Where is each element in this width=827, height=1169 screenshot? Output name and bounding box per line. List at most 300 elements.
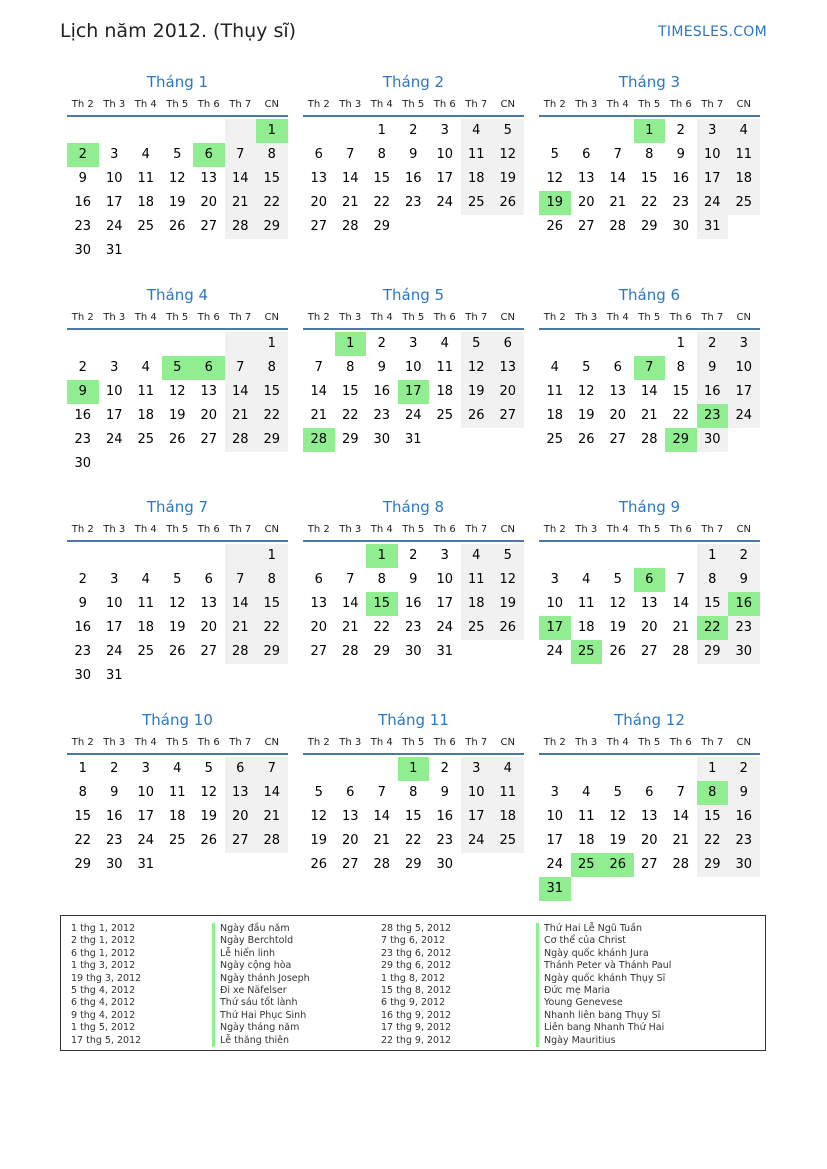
day-cell: 27 bbox=[341, 857, 359, 872]
day-grid bbox=[67, 757, 288, 877]
day-cell: 26 bbox=[168, 432, 186, 447]
day-cell: 20 bbox=[225, 805, 257, 829]
weekday-label: Th 5 bbox=[638, 524, 661, 535]
day-cell: 10 bbox=[461, 781, 493, 805]
weekday-label: Th 4 bbox=[606, 524, 629, 535]
empty-day bbox=[130, 332, 162, 356]
day-cell: 4 bbox=[173, 761, 182, 776]
day-cell: 25 bbox=[571, 640, 603, 664]
day-cell: 11 bbox=[577, 809, 595, 824]
day-cell: 6 bbox=[314, 572, 323, 587]
weekday-label: Th 2 bbox=[71, 737, 94, 748]
day-cell: 19 bbox=[492, 592, 524, 616]
day-cell: 27 bbox=[640, 644, 658, 659]
weekday-header bbox=[67, 99, 288, 117]
holiday-date: 29 thg 6, 2012 bbox=[381, 960, 452, 972]
weekday-label: Th 5 bbox=[166, 737, 189, 748]
weekday-header bbox=[539, 312, 760, 330]
weekday-header bbox=[303, 524, 524, 542]
day-cell: 6 bbox=[634, 568, 666, 592]
weekday-label: Th 2 bbox=[543, 312, 566, 323]
weekday-header bbox=[303, 312, 524, 330]
day-cell: 15 bbox=[697, 805, 729, 829]
day-cell: 11 bbox=[492, 781, 524, 805]
holiday-date: 17 thg 9, 2012 bbox=[381, 1022, 452, 1034]
day-cell: 4 bbox=[141, 572, 150, 587]
day-cell: 7 bbox=[613, 147, 622, 162]
day-cell: 25 bbox=[492, 829, 524, 853]
day-cell: 17 bbox=[461, 805, 493, 829]
day-cell: 21 bbox=[256, 805, 288, 829]
day-cell: 22 bbox=[341, 408, 359, 423]
weekday-label: Th 7 bbox=[701, 524, 724, 535]
weekday-label: Th 6 bbox=[669, 524, 692, 535]
day-grid bbox=[67, 119, 288, 263]
day-cell: 8 bbox=[377, 572, 386, 587]
weekday-label: Th 7 bbox=[701, 99, 724, 110]
day-cell: 20 bbox=[200, 195, 218, 210]
day-cell: 25 bbox=[461, 616, 493, 640]
day-cell: 8 bbox=[645, 147, 654, 162]
empty-day bbox=[162, 119, 194, 143]
day-cell: 2 bbox=[697, 332, 729, 356]
empty-day bbox=[193, 119, 225, 143]
day-cell: 19 bbox=[168, 408, 186, 423]
day-cell: 10 bbox=[105, 171, 123, 186]
day-cell: 15 bbox=[640, 171, 658, 186]
day-cell: 20 bbox=[492, 380, 524, 404]
weekday-label: Th 4 bbox=[606, 312, 629, 323]
empty-day bbox=[99, 332, 131, 356]
weekday-label: Th 5 bbox=[638, 99, 661, 110]
day-cell: 8 bbox=[256, 568, 288, 592]
day-cell: 29 bbox=[665, 428, 697, 452]
day-cell: 28 bbox=[256, 829, 288, 853]
day-cell: 21 bbox=[672, 620, 690, 635]
day-cell: 6 bbox=[193, 356, 225, 380]
day-cell: 17 bbox=[539, 616, 571, 640]
day-cell: 25 bbox=[461, 191, 493, 215]
site-name[interactable]: TIMESLES.COM bbox=[658, 24, 767, 40]
day-cell: 31 bbox=[436, 644, 454, 659]
day-cell: 27 bbox=[609, 432, 627, 447]
day-grid bbox=[303, 544, 524, 664]
day-cell: 13 bbox=[640, 596, 658, 611]
holiday-date: 7 thg 6, 2012 bbox=[381, 935, 446, 947]
weekday-label: Th 3 bbox=[339, 312, 362, 323]
month-7 bbox=[67, 497, 288, 688]
day-cell: 13 bbox=[609, 384, 627, 399]
holiday-date: 6 thg 4, 2012 bbox=[71, 997, 136, 1009]
day-cell: 1 bbox=[634, 119, 666, 143]
month-1 bbox=[67, 72, 288, 263]
holiday-name: Ngày cộng hòa bbox=[212, 960, 310, 972]
day-cell: 15 bbox=[366, 592, 398, 616]
day-cell: 20 bbox=[341, 833, 359, 848]
day-cell: 5 bbox=[613, 785, 622, 800]
day-cell: 3 bbox=[409, 336, 418, 351]
day-cell: 16 bbox=[728, 805, 760, 829]
day-cell: 18 bbox=[492, 805, 524, 829]
holiday-name: Young Genevese bbox=[536, 997, 671, 1009]
day-cell: 10 bbox=[728, 356, 760, 380]
day-cell: 21 bbox=[225, 616, 257, 640]
day-cell: 28 bbox=[672, 857, 690, 872]
day-cell: 14 bbox=[310, 384, 328, 399]
day-cell: 16 bbox=[728, 592, 760, 616]
empty-day bbox=[634, 544, 666, 568]
day-cell: 11 bbox=[577, 596, 595, 611]
day-cell: 26 bbox=[492, 616, 524, 640]
day-cell: 13 bbox=[225, 781, 257, 805]
day-cell: 4 bbox=[141, 360, 150, 375]
day-cell: 22 bbox=[373, 195, 391, 210]
weekday-label: CN bbox=[736, 312, 751, 323]
holiday-name: Thứ Hai Lễ Ngũ Tuần bbox=[536, 923, 671, 935]
weekday-label: Th 7 bbox=[229, 99, 252, 110]
weekday-label: Th 5 bbox=[402, 312, 425, 323]
day-cell: 12 bbox=[168, 171, 186, 186]
day-cell: 29 bbox=[256, 215, 288, 239]
weekday-label: Th 6 bbox=[669, 312, 692, 323]
empty-day bbox=[130, 544, 162, 568]
day-cell: 3 bbox=[110, 572, 119, 587]
day-cell: 1 bbox=[697, 757, 729, 781]
day-cell: 11 bbox=[168, 785, 186, 800]
holiday-name: Ngày đầu năm bbox=[212, 923, 310, 935]
day-cell: 7 bbox=[225, 568, 257, 592]
day-cell: 20 bbox=[310, 195, 328, 210]
day-cell: 1 bbox=[256, 119, 288, 143]
day-cell: 14 bbox=[373, 809, 391, 824]
day-cell: 15 bbox=[697, 592, 729, 616]
day-cell: 19 bbox=[168, 195, 186, 210]
day-cell: 9 bbox=[728, 781, 760, 805]
day-cell: 26 bbox=[492, 191, 524, 215]
day-cell: 27 bbox=[310, 644, 328, 659]
day-cell: 4 bbox=[461, 119, 493, 143]
empty-day bbox=[130, 119, 162, 143]
empty-day bbox=[303, 119, 335, 143]
weekday-label: Th 3 bbox=[339, 524, 362, 535]
day-cell: 29 bbox=[697, 853, 729, 877]
holiday-date: 1 thg 5, 2012 bbox=[71, 1022, 136, 1034]
day-cell: 7 bbox=[346, 147, 355, 162]
day-cell: 22 bbox=[256, 404, 288, 428]
weekday-label: Th 2 bbox=[543, 99, 566, 110]
holiday-date: 17 thg 5, 2012 bbox=[71, 1034, 142, 1046]
weekday-label: Th 6 bbox=[433, 524, 456, 535]
day-cell: 2 bbox=[728, 544, 760, 568]
empty-day bbox=[99, 119, 131, 143]
day-cell: 22 bbox=[697, 829, 729, 853]
day-cell: 28 bbox=[373, 857, 391, 872]
empty-day bbox=[539, 119, 571, 143]
day-cell: 11 bbox=[461, 568, 493, 592]
day-cell: 12 bbox=[168, 384, 186, 399]
day-grid bbox=[539, 119, 760, 239]
empty-day bbox=[665, 757, 697, 781]
weekday-label: Th 5 bbox=[166, 524, 189, 535]
weekday-label: Th 3 bbox=[575, 99, 598, 110]
month-12 bbox=[539, 710, 760, 901]
day-cell: 13 bbox=[577, 171, 595, 186]
weekday-label: Th 7 bbox=[465, 99, 488, 110]
day-cell: 13 bbox=[310, 171, 328, 186]
day-cell: 21 bbox=[341, 620, 359, 635]
weekday-header bbox=[303, 737, 524, 755]
day-cell: 9 bbox=[697, 356, 729, 380]
empty-day bbox=[571, 119, 603, 143]
day-cell: 17 bbox=[697, 167, 729, 191]
day-cell: 11 bbox=[461, 143, 493, 167]
weekday-label: Th 3 bbox=[575, 524, 598, 535]
day-cell: 17 bbox=[105, 195, 123, 210]
weekday-label: Th 4 bbox=[134, 737, 157, 748]
weekday-header bbox=[539, 524, 760, 542]
empty-day bbox=[602, 119, 634, 143]
day-cell: 4 bbox=[582, 785, 591, 800]
day-cell: 31 bbox=[105, 243, 123, 258]
empty-day bbox=[539, 757, 571, 781]
day-cell: 9 bbox=[676, 147, 685, 162]
day-cell: 23 bbox=[436, 833, 454, 848]
day-cell: 18 bbox=[728, 167, 760, 191]
day-cell: 22 bbox=[74, 833, 92, 848]
day-cell: 2 bbox=[409, 123, 418, 138]
day-cell: 18 bbox=[461, 592, 493, 616]
day-cell: 14 bbox=[225, 380, 257, 404]
day-cell: 9 bbox=[409, 147, 418, 162]
weekday-label: Th 2 bbox=[71, 99, 94, 110]
day-cell: 14 bbox=[256, 781, 288, 805]
day-cell: 9 bbox=[110, 785, 119, 800]
day-cell: 19 bbox=[461, 380, 493, 404]
empty-day bbox=[162, 544, 194, 568]
weekday-label: Th 3 bbox=[575, 737, 598, 748]
weekday-label: Th 2 bbox=[307, 737, 330, 748]
empty-day bbox=[634, 332, 666, 356]
holiday-name: Liên bang Nhanh Thứ Hai bbox=[536, 1022, 671, 1034]
weekday-label: Th 2 bbox=[71, 524, 94, 535]
day-cell: 4 bbox=[141, 147, 150, 162]
day-cell: 5 bbox=[582, 360, 591, 375]
day-cell: 2 bbox=[67, 143, 99, 167]
day-cell: 14 bbox=[225, 592, 257, 616]
empty-day bbox=[602, 332, 634, 356]
day-cell: 21 bbox=[225, 191, 257, 215]
month-name: Tháng 7 bbox=[146, 498, 209, 516]
day-cell: 6 bbox=[613, 360, 622, 375]
day-cell: 18 bbox=[546, 408, 564, 423]
day-cell: 10 bbox=[546, 596, 564, 611]
day-cell: 23 bbox=[74, 432, 92, 447]
day-cell: 5 bbox=[204, 761, 213, 776]
weekday-label: Th 7 bbox=[465, 737, 488, 748]
weekday-label: Th 2 bbox=[307, 312, 330, 323]
weekday-label: Th 6 bbox=[433, 99, 456, 110]
day-cell: 31 bbox=[404, 432, 422, 447]
day-cell: 21 bbox=[225, 404, 257, 428]
day-cell: 22 bbox=[256, 616, 288, 640]
holiday-date: 5 thg 4, 2012 bbox=[71, 984, 136, 996]
holiday-date: 22 thg 9, 2012 bbox=[381, 1034, 452, 1046]
day-cell: 28 bbox=[225, 215, 257, 239]
day-cell: 27 bbox=[200, 432, 218, 447]
day-cell: 9 bbox=[67, 380, 99, 404]
holiday-name: Cơ thể của Christ bbox=[536, 935, 671, 947]
month-name: Tháng 8 bbox=[382, 498, 445, 516]
day-cell: 7 bbox=[676, 785, 685, 800]
day-cell: 14 bbox=[225, 167, 257, 191]
month-name: Tháng 1 bbox=[146, 73, 209, 91]
weekday-label: Th 4 bbox=[606, 99, 629, 110]
day-cell: 24 bbox=[546, 857, 564, 872]
holiday-name: Nhanh liên bang Thụy Sĩ bbox=[536, 1010, 671, 1022]
weekday-header bbox=[539, 737, 760, 755]
day-cell: 17 bbox=[728, 380, 760, 404]
day-cell: 14 bbox=[640, 384, 658, 399]
day-grid bbox=[539, 544, 760, 664]
day-cell: 26 bbox=[200, 833, 218, 848]
day-cell: 11 bbox=[137, 596, 155, 611]
holiday-name: Thánh Peter và Thánh Paul bbox=[536, 960, 671, 972]
day-cell: 1 bbox=[256, 332, 288, 356]
day-cell: 7 bbox=[225, 356, 257, 380]
day-cell: 27 bbox=[200, 644, 218, 659]
day-cell: 22 bbox=[256, 191, 288, 215]
day-cell: 3 bbox=[728, 332, 760, 356]
day-cell: 20 bbox=[577, 195, 595, 210]
holiday-date: 28 thg 5, 2012 bbox=[381, 923, 452, 934]
day-cell: 20 bbox=[640, 833, 658, 848]
empty-day bbox=[225, 119, 257, 143]
weekday-label: CN bbox=[264, 99, 279, 110]
empty-day bbox=[602, 544, 634, 568]
day-cell: 24 bbox=[105, 432, 123, 447]
day-cell: 12 bbox=[609, 596, 627, 611]
weekday-label: Th 7 bbox=[229, 524, 252, 535]
holiday-name: Ngày thánh Joseph bbox=[212, 973, 310, 985]
day-cell: 4 bbox=[461, 544, 493, 568]
weekday-label: Th 7 bbox=[465, 524, 488, 535]
day-cell: 14 bbox=[341, 171, 359, 186]
day-cell: 22 bbox=[672, 408, 690, 423]
day-cell: 29 bbox=[373, 644, 391, 659]
day-cell: 24 bbox=[461, 829, 493, 853]
day-cell: 16 bbox=[373, 384, 391, 399]
day-cell: 30 bbox=[672, 219, 690, 234]
day-cell: 27 bbox=[310, 219, 328, 234]
day-cell: 12 bbox=[492, 568, 524, 592]
day-cell: 18 bbox=[137, 195, 155, 210]
day-cell: 19 bbox=[577, 408, 595, 423]
weekday-label: Th 7 bbox=[701, 312, 724, 323]
day-cell: 30 bbox=[105, 857, 123, 872]
day-cell: 2 bbox=[440, 761, 449, 776]
day-cell: 7 bbox=[676, 572, 685, 587]
day-cell: 12 bbox=[492, 143, 524, 167]
day-cell: 29 bbox=[74, 857, 92, 872]
day-cell: 6 bbox=[346, 785, 355, 800]
day-cell: 21 bbox=[672, 833, 690, 848]
day-cell: 8 bbox=[697, 781, 729, 805]
day-cell: 23 bbox=[728, 829, 760, 853]
holiday-name: Ngày quốc khánh Jura bbox=[536, 948, 671, 960]
day-cell: 21 bbox=[341, 195, 359, 210]
month-name: Tháng 2 bbox=[382, 73, 445, 91]
day-cell: 16 bbox=[105, 809, 123, 824]
day-cell: 26 bbox=[577, 432, 595, 447]
day-cell: 3 bbox=[110, 360, 119, 375]
weekday-label: CN bbox=[264, 312, 279, 323]
day-cell: 7 bbox=[256, 757, 288, 781]
day-cell: 18 bbox=[137, 620, 155, 635]
holiday-name: Thứ Hai Phục Sinh bbox=[212, 1010, 310, 1022]
empty-day bbox=[602, 757, 634, 781]
day-cell: 10 bbox=[436, 572, 454, 587]
day-cell: 23 bbox=[74, 644, 92, 659]
day-cell: 29 bbox=[341, 432, 359, 447]
weekday-label: Th 2 bbox=[543, 524, 566, 535]
holiday-name: Ngày quốc khánh Thụy Sĩ bbox=[536, 973, 671, 985]
holiday-name: Lễ thăng thiên bbox=[212, 1035, 310, 1047]
month-name: Tháng 9 bbox=[618, 498, 681, 516]
empty-day bbox=[335, 119, 367, 143]
day-cell: 6 bbox=[645, 785, 654, 800]
day-cell: 23 bbox=[697, 404, 729, 428]
day-cell: 27 bbox=[492, 404, 524, 428]
day-cell: 23 bbox=[74, 219, 92, 234]
day-cell: 30 bbox=[74, 243, 92, 258]
day-grid bbox=[67, 332, 288, 476]
weekday-label: Th 5 bbox=[638, 737, 661, 748]
day-grid bbox=[539, 332, 760, 452]
weekday-label: Th 3 bbox=[103, 524, 126, 535]
weekday-label: Th 7 bbox=[701, 737, 724, 748]
day-cell: 21 bbox=[640, 408, 658, 423]
day-cell: 7 bbox=[225, 143, 257, 167]
weekday-label: CN bbox=[736, 737, 751, 748]
weekday-header bbox=[67, 312, 288, 330]
weekday-label: Th 6 bbox=[669, 99, 692, 110]
day-cell: 8 bbox=[697, 568, 729, 592]
weekday-label: Th 2 bbox=[543, 737, 566, 748]
day-cell: 25 bbox=[436, 408, 454, 423]
day-cell: 25 bbox=[137, 432, 155, 447]
day-cell: 29 bbox=[256, 640, 288, 664]
day-cell: 30 bbox=[74, 668, 92, 683]
day-cell: 1 bbox=[377, 123, 386, 138]
day-cell: 18 bbox=[577, 620, 595, 635]
empty-day bbox=[193, 332, 225, 356]
day-cell: 25 bbox=[571, 853, 603, 877]
holiday-name: Ngày tháng năm bbox=[212, 1022, 310, 1034]
weekday-label: Th 5 bbox=[638, 312, 661, 323]
day-cell: 30 bbox=[697, 428, 729, 452]
empty-day bbox=[539, 544, 571, 568]
day-grid bbox=[303, 332, 524, 452]
day-cell: 9 bbox=[728, 568, 760, 592]
page-title: Lịch năm 2012. (Thụy sĩ) bbox=[60, 20, 297, 42]
day-cell: 9 bbox=[440, 785, 449, 800]
day-cell: 18 bbox=[168, 809, 186, 824]
day-cell: 3 bbox=[550, 572, 559, 587]
empty-day bbox=[193, 544, 225, 568]
month-name: Tháng 6 bbox=[618, 286, 681, 304]
day-cell: 4 bbox=[492, 757, 524, 781]
day-cell: 10 bbox=[404, 360, 422, 375]
